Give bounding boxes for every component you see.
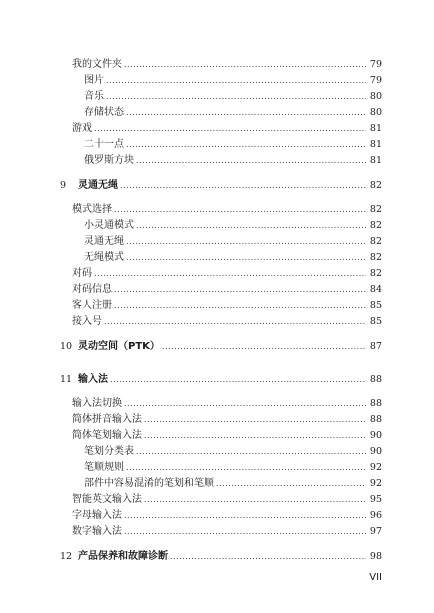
toc-page-number: 88: [369, 374, 382, 385]
toc-page-number: 84: [369, 284, 382, 295]
chapter-number: 12: [60, 551, 73, 562]
toc-entry-shuzishurufa[interactable]: [72, 525, 382, 539]
dot-leader: [126, 138, 366, 152]
toc-entry-title: 游戏: [72, 123, 92, 134]
toc-entry-title: 数字输入法: [72, 526, 122, 537]
dot-leader: [106, 74, 366, 88]
toc-page-number: 98: [369, 551, 382, 562]
toc-entry-tupian[interactable]: [84, 74, 382, 88]
toc-page-number: 96: [369, 510, 382, 521]
toc-entry-bishunguize[interactable]: [84, 461, 382, 475]
dot-leader: [120, 179, 366, 193]
toc-page-number: 82: [369, 252, 382, 263]
toc-entry-title: 模式选择: [72, 204, 112, 215]
toc-entry-title: 部件中容易混淆的笔划和笔顺: [84, 478, 214, 489]
toc-entry-jiantipinyin[interactable]: [72, 413, 382, 427]
toc-page-number: 82: [369, 220, 382, 231]
toc-entry-title: 输入法切换: [72, 398, 122, 409]
toc-entry-duimaxinxi[interactable]: [72, 283, 382, 297]
toc-page-number: 88: [369, 414, 382, 425]
toc-entry-title: 二十一点: [84, 139, 124, 150]
toc-entry-duima[interactable]: [72, 267, 382, 281]
toc-entry-jierhao[interactable]: [72, 315, 382, 329]
toc-page-number: 85: [369, 316, 382, 327]
toc-entry-bujianzhong[interactable]: [84, 477, 382, 491]
dot-leader: [126, 251, 366, 265]
toc-entry-title: 智能英文输入法: [72, 494, 142, 505]
toc-page-number: 80: [369, 107, 382, 118]
toc-entry-title: 笔划分类表: [84, 446, 134, 457]
toc-entry-title: 接入号: [72, 316, 102, 327]
toc-entry-xiaolingtongmoshi[interactable]: [84, 219, 382, 233]
dot-leader: [144, 413, 366, 427]
toc-page-number: 92: [369, 478, 382, 489]
toc-entry-moshixuanze[interactable]: [72, 203, 382, 217]
toc-page-number: 82: [369, 236, 382, 247]
toc-entry-wushengmoshi[interactable]: [84, 251, 382, 265]
dot-leader: [144, 493, 366, 507]
toc-entry-title: 字母输入法: [72, 510, 122, 521]
toc-entry-ershiyidian[interactable]: [84, 138, 382, 152]
toc-entry-ch9[interactable]: [60, 179, 382, 193]
toc-entry-ch10[interactable]: [60, 340, 382, 354]
toc-entry-youxi[interactable]: [72, 122, 382, 136]
toc-entry-lingtongwusheng[interactable]: [84, 235, 382, 249]
dot-leader: [170, 550, 366, 564]
toc-page-number: 95: [369, 494, 382, 505]
toc-page-number: 82: [369, 180, 382, 191]
toc-page-number: 80: [369, 91, 382, 102]
toc-entry-wodewenjianjia[interactable]: [72, 58, 382, 72]
dot-leader: [126, 461, 366, 475]
dot-leader: [114, 283, 366, 297]
dot-leader: [126, 106, 366, 120]
toc-entry-title: 客人注册: [72, 300, 112, 311]
toc-entry-title: 对码: [72, 268, 92, 279]
toc-entry-zhinengyingwen[interactable]: [72, 493, 382, 507]
toc-entry-title: 灵通无绳: [84, 236, 124, 247]
toc-entry-title: 灵动空间（PTK）: [78, 341, 160, 352]
toc-entry-ch11[interactable]: [60, 373, 382, 387]
toc-entry-cunchuzhuangtai[interactable]: [84, 106, 382, 120]
dot-leader: [144, 429, 366, 443]
toc-page-number: 79: [369, 75, 382, 86]
toc-page-number: 90: [369, 430, 382, 441]
toc-entry-title: 灵通无绳: [78, 180, 118, 191]
toc-entry-yinyue[interactable]: [84, 90, 382, 104]
toc-page-number: 82: [369, 204, 382, 215]
toc-page-number: 88: [369, 398, 382, 409]
dot-leader: [104, 315, 366, 329]
dot-leader: [136, 445, 366, 459]
dot-leader: [136, 154, 366, 168]
toc-page-number: 92: [369, 462, 382, 473]
toc-page-number: 87: [369, 341, 382, 352]
dot-leader: [124, 525, 366, 539]
toc-entry-title: 产品保养和故障诊断: [78, 551, 168, 562]
toc-entry-title: 无绳模式: [84, 252, 124, 263]
toc-entry-title: 对码信息: [72, 284, 112, 295]
toc-page-number: 81: [369, 139, 382, 150]
toc-page-number: 81: [369, 155, 382, 166]
toc-page-number: 97: [369, 526, 382, 537]
toc-entry-zimushurufa[interactable]: [72, 509, 382, 523]
toc-entry-title: 笔顺规则: [84, 462, 124, 473]
toc-entry-eluosifangkuai[interactable]: [84, 154, 382, 168]
toc-entry-title: 小灵通模式: [84, 220, 134, 231]
toc-page-number: 90: [369, 446, 382, 457]
dot-leader: [216, 477, 366, 491]
toc-page-number: 85: [369, 300, 382, 311]
toc-entry-title: 存储状态: [84, 107, 124, 118]
toc-entry-title: 我的文件夹: [72, 59, 122, 70]
toc-entry-bihuafenleibiao[interactable]: [84, 445, 382, 459]
chapter-number: 9: [60, 180, 67, 191]
dot-leader: [124, 397, 366, 411]
dot-leader: [124, 58, 366, 72]
toc-entry-ch12[interactable]: [60, 550, 382, 564]
dot-leader: [106, 90, 366, 104]
toc-entry-title: 图片: [84, 75, 104, 86]
toc-entry-jiantibihua[interactable]: [72, 429, 382, 443]
dot-leader: [124, 509, 366, 523]
dot-leader: [110, 373, 366, 387]
toc-entry-title: 简体拼音输入法: [72, 414, 142, 425]
dot-leader: [94, 267, 366, 281]
toc-page-number: 82: [369, 268, 382, 279]
dot-leader: [126, 235, 366, 249]
toc-entry-title: 音乐: [84, 91, 104, 102]
chapter-number: 10: [60, 341, 73, 352]
toc-page-number: 79: [369, 59, 382, 70]
toc-entry-kerenzhuce[interactable]: [72, 299, 382, 313]
page-number: VII: [369, 572, 382, 583]
dot-leader: [136, 219, 366, 233]
toc-entry-title: 简体笔划输入法: [72, 430, 142, 441]
dot-leader: [94, 122, 366, 136]
dot-leader: [162, 340, 366, 354]
chapter-number: 11: [60, 374, 73, 385]
toc-entry-title: 俄罗斯方块: [84, 155, 134, 166]
toc-page-number: 81: [369, 123, 382, 134]
dot-leader: [114, 203, 366, 217]
toc-entry-title: 输入法: [78, 374, 108, 385]
toc-entry-shurufaqiehuan[interactable]: [72, 397, 382, 411]
dot-leader: [114, 299, 366, 313]
